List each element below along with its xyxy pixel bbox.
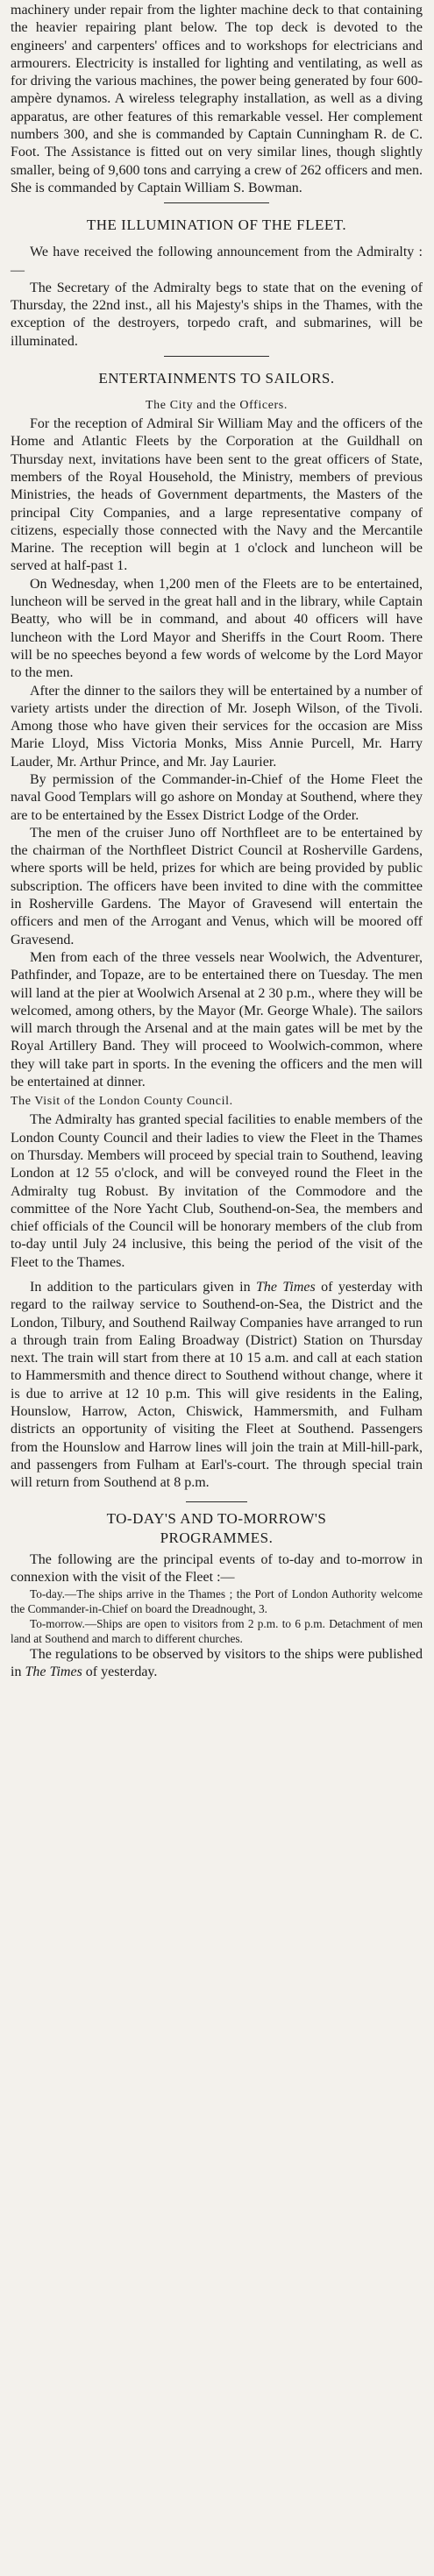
illumination-paragraph: The Secretary of the Admiralty begs to state that on the evening of Thursday, the 22nd inst., all his Majesty's ships in the Thames, with the exception of the destroyers, torpedo craft, and submarines, will be illuminated. [11,280,423,349]
times-title: The Times [256,1280,316,1295]
section-divider [164,356,269,357]
regulations-text-start: The regulations to be observed by visitors to the ships were published in [11,1647,423,1680]
regulations-paragraph [11,1646,423,1682]
lcc-subheading: The Visit of the London County Council. [11,1095,233,1109]
railway-paragraph [11,1279,423,1493]
entertainments-paragraph: By permission of the Commander-in-Chief of the Home Fleet the naval Good Templars will go ashore on Monday at Southend, where they are to be entertained by the Essex District Lodge of the Order. [11,771,423,823]
entertainments-paragraph: The men of the cruiser Juno off Northfleet are to be entertained by the chairman of the Northfleet District Council at Rosherville Gardens, where sports will be held, prizes for which are being provided by public subscription. The officers have been invited to dine with the committee in Rosherville Gardens. The Mayor of Gravesend will entertain the officers and men of the Arrogant and Venus, which will be moored off Gravesend. [11,825,423,947]
entertainments-paragraph: On Wednesday, when 1,200 men of the Fleets are to be entertained, luncheon will be served in the great hall and in the library, while Captain Beatty, who will be in command, and about 40 officers will have luncheon with the Lord Mayor and Sheriffs in the Court Room. There will be no speeches beyond a few words of welcome by the Lord Mayor to the men. [11,576,423,681]
events-heading-line2: PROGRAMMES. [160,1529,274,1546]
entertainments-paragraph: After the dinner to the sailors they will be entertained by a number of variety artists under the direction of Mr. Joseph Wilson, of the Tivoli. Among those who have given their services for the occasion are Miss Marie Lloyd, Miss Victoria Monks, Miss Annie Purcell, Mr. Harry Lauder, Mr. Arthur Prince, and Mr. Jay Laurier. [11,683,423,770]
entertainments-heading: ENTERTAINMENTS TO SAILORS. [98,370,335,387]
events-today: To-day.—The ships arrive in the Thames ; the Port of London Authority welcome the Commander-in-Chief on board the Dreadnought, 3. [11,1587,423,1616]
railway-text-rest: of yesterday with regard to the railway service to Southend-on-Sea, the District and the London, Tilbury, and Southend Railway Companies have arranged to run a through train from Ealing Broadway (District) Station on Thursday next. The train will start from there at 10 15 a.m. and call at each station to Hammersmith and thence direct to Southend without change, where it is due to arrive at 12 10 p.m. This will give residents in the Ealing, Hounslow, Harrow, Acton, Chiswick, Hammersmith, and Fulham districts an opportunity of visiting the Fleet at Southend. Passengers from the Hounslow and Harrow lines will join the train at Mill-hill-park, and passengers from Fulham at Earl's-court. The through special train will return from Southend at 8 p.m. [11,1280,423,1491]
illumination-heading: THE ILLUMINATION OF THE FLEET. [86,216,347,234]
paragraph-gap [11,1272,423,1279]
intro-paragraph: machinery under repair from the lighter machine deck to that containing the heavier repairing plant below. The top deck is devoted to the engineers' and carpenters' offices and to workshops for electricians and armourers. Electricity is installed for lighting and ventilating, as well as for driving the various machines, the power being generated by four 600-ampère dynamos. A wireless telegraphy installation, as well as a diving apparatus, are other features of this remarkable vessel. Her complement numbers 300, and she is commanded by Captain Cunningham R. de C. Foot. The Assistance is fitted out on very similar lines, though slightly smaller, being of 9,600 tons and carrying a crew of 262 officers and men. She is commanded by Captain William S. Bowman. [11,3,423,195]
illumination-paragraph: We have received the following announcement from the Admiralty :— [11,245,423,278]
events-heading-line1: TO-DAY'S AND TO-MORROW'S [106,1509,327,1527]
regulations-text-end: of yesterday. [82,1664,158,1680]
events-intro: The following are the principal events of to-day and to-morrow in connexion with the visit of the Fleet :— [11,1551,423,1585]
railway-text-start: In addition to the particulars given in [30,1280,257,1295]
section-divider [186,1501,247,1502]
events-tomorrow: To-morrow.—Ships are open to visitors from 2 p.m. to 6 p.m. Detachment of men land at Southend and march to different churches. [11,1617,423,1646]
section-divider [164,202,269,203]
entertainments-paragraph: Men from each of the three vessels near Woolwich, the Adventurer, Pathfinder, and Topaze, are to be entertained there on Tuesday. The men will land at the pier at Woolwich Arsenal at 2 30 p.m., where they will be welcomed, among others, by the Mayor (Mr. George Whale). The sailors will march through the Arsenal and at the main gates will be met by the Royal Artillery Band. They will proceed to Woolwich-common, where they will take part in sports. In the evening the officers and the men will be entertained at dinner. [11,949,423,1090]
city-officers-subheading: The City and the Officers. [146,399,288,413]
lcc-paragraph: The Admiralty has granted special facilities to enable members of the London County Council and their ladies to view the Fleet in the Thames on Thursday. Members will proceed by special train to Southend, leaving London at 12 55 o'clock, and will be conveyed round the Fleet in the Admiralty tug Robust. By invitation of the Commodore and the committee of the Nore Yacht Club, Southend-on-Sea, the members and chief officials of the Council will be honorary members of the club from to-day until July 24 inclusive, this being the period of the visit of the Fleet to the Thames. [11,1112,423,1270]
times-title: The Times [25,1664,82,1680]
entertainments-paragraph: For the reception of Admiral Sir William May and the officers of the Home and Atlantic Fleets by the Corporation at the Guildhall on Thursday next, invitations have been sent to the great officers of State, members of the Royal Household, the Ministry, members of previous Ministries, the heads of Government departments, the Masters of the principal City Companies, and a large representative company of citizens, especially those connected with the Navy and the Mercantile Marine. The reception will begin at 1 o'clock and luncheon will be served at half-past 1. [11,416,423,574]
